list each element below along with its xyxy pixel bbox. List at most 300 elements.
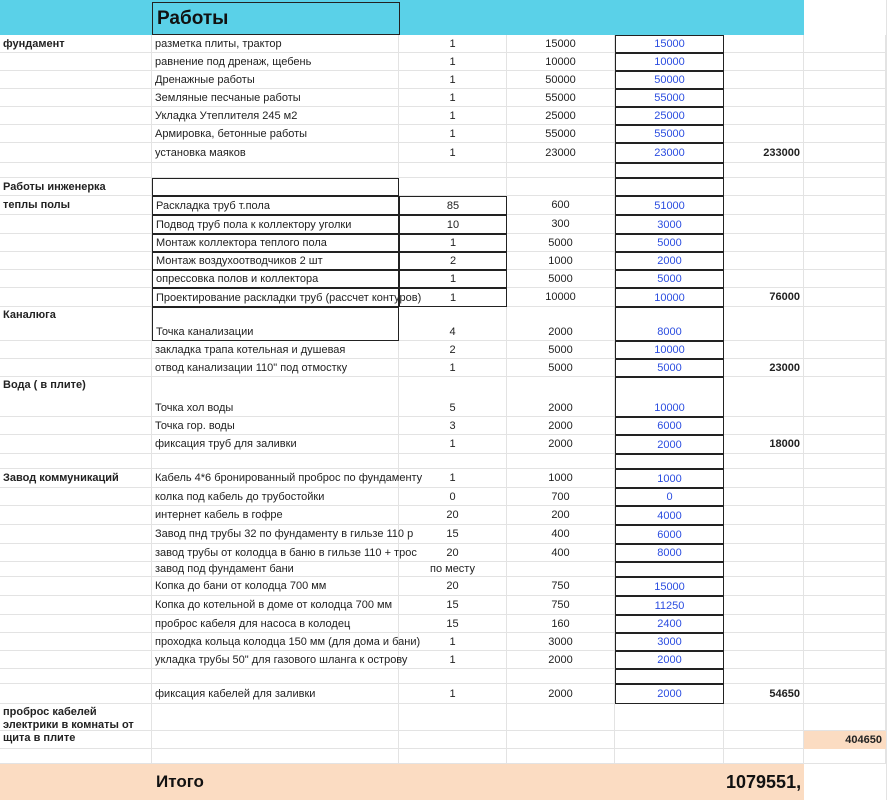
section-cell[interactable] [0,107,152,125]
section-cell[interactable] [0,234,152,252]
table-row [0,234,886,252]
empty-cell[interactable] [804,270,886,288]
subtotal-cell[interactable] [724,651,804,669]
section-cell[interactable] [0,684,152,704]
table-row [0,196,886,215]
qty-cell[interactable]: 5 [399,377,507,417]
qty-cell[interactable]: 15 [399,596,507,615]
empty-cell[interactable] [804,107,886,125]
table-row [0,615,886,633]
qty-cell[interactable]: 1 [399,633,507,651]
section-cell[interactable] [0,669,152,684]
work-cell[interactable]: фиксация труб для заливки [152,435,399,454]
qty-cell[interactable]: 10 [399,215,507,234]
empty-cell[interactable] [804,506,886,525]
work-cell[interactable] [152,178,399,196]
work-cell[interactable]: колка под кабель до трубостойки [152,488,399,506]
work-cell[interactable]: Завод пнд трубы 32 по фундаменту в гильзе 110 р [152,525,399,544]
subtotal-cell[interactable] [724,35,804,53]
sum-cell[interactable]: 10000 [615,53,724,71]
table-row [0,178,886,196]
table-row [0,525,886,544]
work-cell[interactable]: Дренажные работы [152,71,399,89]
empty-cell[interactable] [804,341,886,359]
work-cell[interactable]: Точка хол воды [152,377,399,417]
qty-cell[interactable]: 1 [399,651,507,669]
sum-cell[interactable]: 10000 [615,377,724,417]
table-row [0,252,886,270]
sum-cell[interactable] [615,731,724,749]
subtotal-cell[interactable] [724,704,804,731]
qty-cell[interactable]: 1 [399,89,507,107]
qty-cell[interactable] [399,704,507,731]
table-row [0,577,886,596]
empty-cell[interactable] [804,544,886,562]
work-cell[interactable]: Подвод труб пола к коллектору уголки [152,215,399,234]
section-cell[interactable] [0,341,152,359]
total-band [0,764,804,800]
price-cell[interactable] [507,562,615,577]
empty-cell[interactable] [804,234,886,252]
work-cell[interactable]: Земляные песчаные работы [152,89,399,107]
work-cell[interactable]: Укладка Утеплителя 245 м2 [152,107,399,125]
sum-cell[interactable]: 2400 [615,615,724,633]
empty-cell[interactable] [804,435,886,454]
subtotal-cell[interactable] [724,215,804,234]
sum-cell[interactable]: 8000 [615,307,724,341]
sum-cell[interactable]: 2000 [615,651,724,669]
table-row [0,731,886,749]
subtotal-cell[interactable] [724,417,804,435]
work-cell[interactable] [152,669,399,684]
work-cell[interactable]: фиксация кабелей для заливки [152,684,399,704]
work-cell[interactable]: Монтаж воздухоотводчиков 2 шт [152,252,399,270]
section-cell[interactable] [0,633,152,651]
qty-cell[interactable]: 20 [399,577,507,596]
sum-cell[interactable]: 3000 [615,215,724,234]
table-row [0,506,886,525]
empty-cell[interactable] [804,377,886,417]
empty-cell[interactable] [804,125,886,143]
empty-cell[interactable] [804,684,886,704]
sum-cell[interactable]: 23000 [615,143,724,163]
empty-cell[interactable] [804,596,886,615]
sum-cell[interactable]: 50000 [615,71,724,89]
sum-cell[interactable]: 2000 [615,684,724,704]
price-cell[interactable]: 2000 [507,684,615,704]
table-row [0,435,886,454]
empty-cell[interactable] [804,469,886,488]
subtotal-cell[interactable] [724,234,804,252]
sum-cell[interactable] [615,749,724,764]
qty-cell[interactable]: 20 [399,506,507,525]
sum-cell[interactable]: 0 [615,488,724,506]
table-row [0,307,886,341]
sum-cell[interactable]: 25000 [615,107,724,125]
sum-cell[interactable] [615,178,724,196]
price-cell[interactable]: 300 [507,215,615,234]
table-row [0,469,886,488]
section-cell[interactable] [0,163,152,178]
price-cell[interactable]: 200 [507,506,615,525]
table-row [0,488,886,506]
empty-cell[interactable] [804,288,886,307]
qty-cell[interactable]: 85 [399,196,507,215]
sum-cell[interactable]: 2000 [615,435,724,454]
subtotal-cell[interactable]: 233000 [724,143,804,163]
sum-cell[interactable]: 10000 [615,288,724,307]
empty-cell[interactable] [804,577,886,596]
qty-cell[interactable]: по месту [399,562,507,577]
empty-cell[interactable] [804,71,886,89]
work-cell[interactable] [152,704,399,731]
price-cell[interactable]: 55000 [507,125,615,143]
price-cell[interactable]: 400 [507,544,615,562]
empty-cell[interactable] [804,562,886,577]
work-cell[interactable]: укладка трубы 50" для газового шланга к острову [152,651,399,669]
sum-cell[interactable] [615,669,724,684]
table-row [0,417,886,435]
sum-cell[interactable]: 5000 [615,234,724,252]
section-cell[interactable]: Работы инженерка [0,178,152,196]
work-cell[interactable] [152,163,399,178]
section-cell[interactable] [0,143,152,163]
price-cell[interactable] [507,163,615,178]
price-cell[interactable] [507,178,615,196]
price-cell[interactable]: 1000 [507,252,615,270]
price-cell[interactable]: 400 [507,525,615,544]
sum-cell[interactable]: 51000 [615,196,724,215]
section-cell[interactable] [0,596,152,615]
qty-cell[interactable]: 1 [399,234,507,252]
work-cell[interactable] [152,454,399,469]
section-cell[interactable] [0,615,152,633]
price-cell[interactable]: 2000 [507,307,615,341]
empty-cell[interactable] [804,307,886,341]
sum-cell[interactable]: 4000 [615,506,724,525]
section-cell[interactable] [0,71,152,89]
total-value[interactable]: 1079551, [726,771,802,792]
work-cell[interactable]: Точка гор. воды [152,417,399,435]
table-row [0,288,886,307]
empty-cell[interactable] [804,196,886,215]
section-cell[interactable] [0,731,152,749]
table-row [0,341,886,359]
sum-cell[interactable]: 6000 [615,417,724,435]
sum-cell[interactable]: 3000 [615,633,724,651]
work-cell[interactable]: установка маяков [152,143,399,163]
empty-cell[interactable] [804,89,886,107]
subtotal-cell[interactable] [724,341,804,359]
table-row [0,107,886,125]
sum-cell[interactable]: 10000 [615,341,724,359]
section-cell[interactable] [0,359,152,377]
qty-cell[interactable] [399,731,507,749]
qty-cell[interactable] [399,163,507,178]
empty-cell[interactable] [804,525,886,544]
empty-cell[interactable] [804,417,886,435]
section-cell[interactable] [0,544,152,562]
qty-cell[interactable]: 1 [399,143,507,163]
table-row [0,71,886,89]
work-cell[interactable]: Копка до котельной в доме от колодца 700 мм [152,596,399,615]
section-cell[interactable] [0,488,152,506]
subtotal-cell[interactable] [724,469,804,488]
price-cell[interactable]: 10000 [507,288,615,307]
sum-cell[interactable]: 11250 [615,596,724,615]
work-cell[interactable]: Армировка, бетонные работы [152,125,399,143]
price-cell[interactable]: 50000 [507,71,615,89]
work-cell[interactable]: закладка трапа котельная и душевая [152,341,399,359]
subtotal-cell[interactable] [724,71,804,89]
table-row [0,596,886,615]
price-cell[interactable]: 15000 [507,35,615,53]
price-cell[interactable] [507,704,615,731]
price-cell[interactable]: 10000 [507,53,615,71]
price-cell[interactable]: 23000 [507,143,615,163]
empty-cell[interactable] [804,35,886,53]
subtotal-cell[interactable] [724,178,804,196]
table-row [0,143,886,163]
subtotal-cell[interactable] [724,731,804,749]
total-label[interactable]: Итого [156,772,204,791]
work-cell[interactable]: равнение под дренаж, щебень [152,53,399,71]
section-cell[interactable]: теплы полы [0,196,152,215]
empty-cell[interactable] [804,178,886,196]
empty-cell[interactable] [804,669,886,684]
subtotal-cell[interactable] [724,125,804,143]
qty-cell[interactable]: 1 [399,53,507,71]
work-cell[interactable]: разметка плиты, трактор [152,35,399,53]
work-cell[interactable] [152,749,399,764]
section-cell[interactable]: фундамент [0,35,152,53]
section-cell[interactable]: Вода ( в плите) [0,377,152,417]
section-cell[interactable] [0,506,152,525]
sum-cell[interactable] [615,454,724,469]
subtotal-cell[interactable] [724,107,804,125]
price-cell[interactable]: 5000 [507,234,615,252]
sum-cell[interactable]: 1000 [615,469,724,488]
subtotal-cell[interactable] [724,544,804,562]
empty-cell[interactable] [804,215,886,234]
section-cell[interactable] [0,417,152,435]
subtotal-cell[interactable] [724,633,804,651]
table-row [0,651,886,669]
subtotal-cell[interactable] [724,596,804,615]
section-cell[interactable] [0,435,152,454]
qty-cell[interactable]: 4 [399,307,507,341]
empty-cell[interactable] [804,633,886,651]
work-cell[interactable]: проброс кабеля для насоса в колодец [152,615,399,633]
qty-cell[interactable]: 1 [399,107,507,125]
table-row [0,125,886,143]
section-cell[interactable] [0,749,152,764]
sum-cell[interactable]: 8000 [615,544,724,562]
empty-cell[interactable] [804,454,886,469]
section-cell[interactable] [0,288,152,307]
extra-sum-cell[interactable]: 404650 [804,731,886,749]
subtotal-cell[interactable] [724,377,804,417]
sum-cell[interactable]: 2000 [615,252,724,270]
sum-cell[interactable] [615,163,724,178]
price-cell[interactable]: 5000 [507,341,615,359]
section-cell[interactable]: Завод коммуникаций [0,469,152,488]
price-cell[interactable] [507,731,615,749]
empty-cell[interactable] [804,359,886,377]
price-cell[interactable]: 55000 [507,89,615,107]
work-cell[interactable]: Проектирование раскладки труб (рассчет контуров) [152,288,399,307]
subtotal-cell[interactable]: 76000 [724,288,804,307]
section-cell[interactable] [0,562,152,577]
price-cell[interactable]: 5000 [507,359,615,377]
price-cell[interactable]: 2000 [507,651,615,669]
section-cell[interactable] [0,577,152,596]
subtotal-cell[interactable] [724,562,804,577]
qty-cell[interactable]: 1 [399,435,507,454]
section-cell[interactable] [0,215,152,234]
qty-cell[interactable] [399,178,507,196]
table-row [0,669,886,684]
subtotal-cell[interactable] [724,488,804,506]
work-cell[interactable]: Монтаж коллектора теплого пола [152,234,399,252]
qty-cell[interactable]: 15 [399,525,507,544]
subtotal-cell[interactable] [724,577,804,596]
work-cell[interactable]: отвод канализации 110" под отмостку [152,359,399,377]
qty-cell[interactable]: 1 [399,684,507,704]
qty-cell[interactable] [399,669,507,684]
subtotal-cell[interactable] [724,454,804,469]
subtotal-cell[interactable] [724,749,804,764]
work-cell[interactable]: завод трубы от колодца в баню в гильзе 110 + трос [152,544,399,562]
section-cell[interactable] [0,125,152,143]
work-cell[interactable] [152,731,399,749]
empty-cell[interactable] [804,615,886,633]
sum-cell[interactable] [615,562,724,577]
subtotal-cell[interactable] [724,252,804,270]
qty-cell[interactable] [399,454,507,469]
work-cell[interactable]: Копка до бани от колодца 700 мм [152,577,399,596]
empty-cell[interactable] [804,704,886,731]
work-cell[interactable]: проходка кольца колодца 150 мм (для дома и бани) [152,633,399,651]
section-cell[interactable] [0,89,152,107]
sum-cell[interactable]: 15000 [615,35,724,53]
qty-cell[interactable]: 1 [399,125,507,143]
price-cell[interactable]: 2000 [507,417,615,435]
section-cell[interactable] [0,53,152,71]
empty-cell[interactable] [804,143,886,163]
empty-cell[interactable] [804,53,886,71]
sum-cell[interactable]: 5000 [615,270,724,288]
price-cell[interactable]: 750 [507,577,615,596]
section-cell[interactable]: проброс кабелей электрики в комнаты от щита в плите [0,704,152,731]
price-cell[interactable]: 5000 [507,270,615,288]
empty-cell[interactable] [804,488,886,506]
subtotal-cell[interactable]: 18000 [724,435,804,454]
qty-cell[interactable]: 15 [399,615,507,633]
empty-cell[interactable] [804,163,886,178]
qty-cell[interactable]: 0 [399,488,507,506]
price-cell[interactable]: 160 [507,615,615,633]
sum-cell[interactable]: 5000 [615,359,724,377]
price-cell[interactable]: 750 [507,596,615,615]
work-cell[interactable]: Точка канализации [152,307,399,341]
header-band [0,0,804,35]
subtotal-cell[interactable] [724,53,804,71]
subtotal-cell[interactable] [724,307,804,341]
sum-cell[interactable]: 15000 [615,577,724,596]
subtotal-cell[interactable] [724,196,804,215]
qty-cell[interactable]: 1 [399,288,507,307]
work-cell[interactable]: завод под фундамент бани [152,562,399,577]
header-title[interactable]: Работы [152,2,400,35]
subtotal-cell[interactable] [724,615,804,633]
sum-cell[interactable]: 55000 [615,89,724,107]
subtotal-cell[interactable] [724,270,804,288]
subtotal-cell[interactable] [724,506,804,525]
table-row [0,89,886,107]
qty-cell[interactable]: 1 [399,71,507,89]
qty-cell[interactable]: 2 [399,341,507,359]
price-cell[interactable]: 3000 [507,633,615,651]
work-cell[interactable]: интернет кабель в гофре [152,506,399,525]
qty-cell[interactable]: 1 [399,469,507,488]
work-cell[interactable]: Кабель 4*6 бронированный проброс по фундаменту [152,469,399,488]
qty-cell[interactable]: 1 [399,270,507,288]
section-cell[interactable] [0,270,152,288]
sum-cell[interactable] [615,704,724,731]
subtotal-cell[interactable] [724,669,804,684]
subtotal-cell[interactable]: 54650 [724,684,804,704]
qty-cell[interactable]: 3 [399,417,507,435]
empty-cell[interactable] [804,651,886,669]
subtotal-cell[interactable] [724,525,804,544]
price-cell[interactable]: 1000 [507,469,615,488]
work-cell[interactable]: Раскладка труб т.пола [152,196,399,215]
qty-cell[interactable]: 1 [399,35,507,53]
table-row [0,749,886,764]
price-cell[interactable] [507,749,615,764]
table-row [0,163,886,178]
price-cell[interactable] [507,454,615,469]
price-cell[interactable]: 2000 [507,435,615,454]
subtotal-cell[interactable] [724,163,804,178]
price-cell[interactable]: 25000 [507,107,615,125]
table-row [0,633,886,651]
qty-cell[interactable]: 2 [399,252,507,270]
sum-cell[interactable]: 55000 [615,125,724,143]
subtotal-cell[interactable] [724,89,804,107]
section-cell[interactable]: Каналюга [0,307,152,341]
table-row [0,270,886,288]
price-cell[interactable]: 2000 [507,377,615,417]
qty-cell[interactable] [399,749,507,764]
subtotal-cell[interactable]: 23000 [724,359,804,377]
sum-cell[interactable]: 6000 [615,525,724,544]
section-cell[interactable] [0,651,152,669]
price-cell[interactable]: 600 [507,196,615,215]
work-cell[interactable]: опрессовка полов и коллектора [152,270,399,288]
price-cell[interactable] [507,669,615,684]
price-cell[interactable]: 700 [507,488,615,506]
section-cell[interactable] [0,252,152,270]
qty-cell[interactable]: 1 [399,359,507,377]
empty-cell[interactable] [804,749,886,764]
qty-cell[interactable]: 20 [399,544,507,562]
section-cell[interactable] [0,454,152,469]
table-row [0,544,886,562]
empty-cell[interactable] [804,252,886,270]
section-cell[interactable] [0,525,152,544]
